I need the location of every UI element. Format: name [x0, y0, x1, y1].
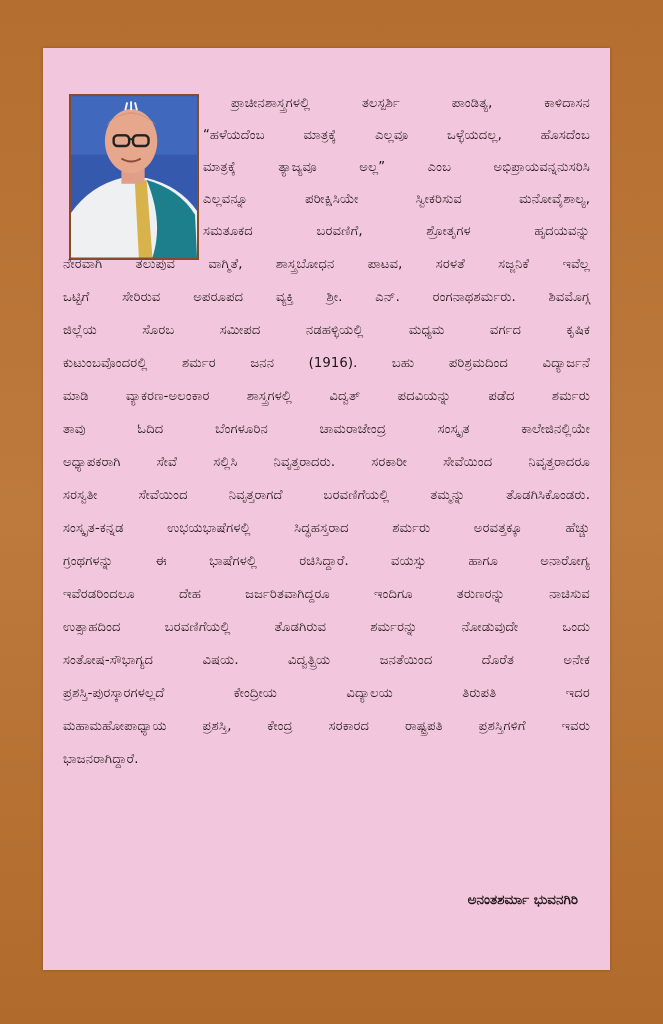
back-cover-panel [43, 48, 610, 970]
paragraph-line: ಉತ್ಸಾಹದಿಂದ ಬರವಣಿಗೆಯಲ್ಲಿ ತೊಡಗಿರುವ ಶರ್ಮರನ್ನು ನೋಡುವುದೇ ಒಂದು [63, 620, 590, 635]
paragraph-line: ಗ್ರಂಥಗಳನ್ನು ಈ ಭಾಷೆಗಳಲ್ಲಿ ರಚಿಸಿದ್ದಾರೆ. ವಯಸ್ಸು ಹಾಗೂ ಅನಾರೋಗ್ಯ [63, 554, 590, 569]
paragraph-line: ನೇರವಾಗಿ ತಲುಪುವ ವಾಗ್ಮಿತೆ, ಶಾಸ್ತ್ರಬೋಧನ ಪಾಟವ, ಸರಳತೆ ಸಜ್ಜನಿಕೆ ಇವೆಲ್ಲ [63, 257, 590, 272]
paragraph-line: ಮಹಾಮಹೋಪಾಧ್ಯಾಯ ಪ್ರಶಸ್ತಿ, ಕೇಂದ್ರ ಸರಕಾರದ ರಾಷ್ಟ್ರಪತಿ ಪ್ರಶಸ್ತಿಗಳಿಗೆ ಇವರು [63, 719, 590, 734]
author-portrait-photo [69, 94, 199, 260]
paragraph-line: ಸಂಸ್ಕೃತ-ಕನ್ನಡ ಉಭಯಭಾಷೆಗಳಲ್ಲಿ ಸಿದ್ಧಹಸ್ತರಾದ ಶರ್ಮರು ಅರವತ್ತಕ್ಕೂ ಹೆಚ್ಚು [63, 521, 590, 536]
paragraph-line: ಸಂತೋಷ-ಸೌಭಾಗ್ಯದ ವಿಷಯ. ವಿದ್ವತ್ಪ್ರಿಯ ಜನತೆಯಿಂದ ದೊರೆತ ಅನೇಕ [63, 653, 590, 668]
paragraph-line: ಮಾಡಿ ವ್ಯಾಕರಣ-ಅಲಂಕಾರ ಶಾಸ್ತ್ರಗಳಲ್ಲಿ ವಿದ್ವತ್ ಪದವಿಯನ್ನು ಪಡೆದ ಶರ್ಮರು [63, 389, 590, 404]
paragraph-line: ತಾವು ಓದಿದ ಬೆಂಗಳೂರಿನ ಚಾಮರಾಜೇಂದ್ರ ಸಂಸ್ಕೃತ ಕಾಲೇಜಿನಲ್ಲಿಯೇ [63, 422, 590, 437]
paragraph-line: ಇವೆರಡರಿಂದಲೂ ದೇಹ ಜರ್ಜರಿತವಾಗಿದ್ದರೂ ಇಂದಿಗೂ ತರುಣರನ್ನು ನಾಚಿಸುವ [63, 587, 590, 602]
paragraph-line: ಕುಟುಂಬವೊಂದರಲ್ಲಿ ಶರ್ಮರ ಜನನ (1916). ಬಹು ಪರಿಶ್ರಮದಿಂದ ವಿದ್ಯಾರ್ಜನೆ [63, 356, 590, 371]
portrait-photo-icon [71, 96, 197, 258]
paragraph-line: “ಹಳೆಯದೆಂಬ ಮಾತ್ರಕ್ಕೆ ಎಲ್ಲವೂ ಒಳ್ಳೆಯದಲ್ಲ, ಹೊಸದೆಂಬ [203, 128, 590, 143]
paragraph-line: ಎಲ್ಲವನ್ನೂ ಪರೀಕ್ಷಿಸಿಯೇ ಸ್ವೀಕರಿಸುವ ಮನೋವೈಶಾಲ್ಯ, [203, 192, 590, 207]
paragraph-line: ಜಿಲ್ಲೆಯ ಸೊರಬ ಸಮೀಪದ ನಡಹಳ್ಳಿಯಲ್ಲಿ ಮಧ್ಯಮ ವರ್ಗದ ಕೃಷಿಕ [63, 323, 590, 338]
paragraph-line: ಭಾಜನರಾಗಿದ್ದಾರೆ. [63, 752, 139, 767]
paragraph-line: ಸರಸ್ವತೀ ಸೇವೆಯಿಂದ ನಿವೃತ್ತರಾಗದೆ ಬರವಣಿಗೆಯಲ್ಲಿ ತಮ್ಮನ್ನು ತೊಡಗಿಸಿಕೊಂಡರು. [63, 488, 590, 503]
paragraph-line: ಅಧ್ಯಾಪಕರಾಗಿ ಸೇವೆ ಸಲ್ಲಿಸಿ ನಿವೃತ್ತರಾದರು. ಸರಕಾರೀ ಸೇವೆಯಿಂದ ನಿವೃತ್ತರಾದರೂ [63, 455, 590, 470]
paragraph-line: ಸಮತೂಕದ ಬರವಣಿಗೆ, ಶ್ರೋತೃಗಳ ಹೃದಯವನ್ನು [203, 224, 590, 239]
author-signature: ಅನಂತಶರ್ಮಾ ಭುವನಗಿರಿ [467, 892, 578, 908]
paragraph-line: ಪ್ರಾಚೀನಶಾಸ್ತ್ರಗಳಲ್ಲಿ ತಲಸ್ಪರ್ಶಿ ಪಾಂಡಿತ್ಯ, ಕಾಳಿದಾಸನ [231, 96, 590, 111]
paragraph-line: ಪ್ರಶಸ್ತಿ-ಪುರಸ್ಕಾರಗಳಲ್ಲದೆ ಕೇಂದ್ರೀಯ ವಿದ್ಯಾಲಯ ತಿರುಪತಿ ಇದರ [63, 686, 590, 701]
paragraph-line: ಮಾತ್ರಕ್ಕೆ ತ್ಯಾಜ್ಯವೂ ಅಲ್ಲ” ಎಂಬ ಅಭಿಪ್ರಾಯವನ್ನನುಸರಿಸಿ [203, 160, 590, 175]
paragraph-line: ಒಟ್ಟಿಗೆ ಸೇರಿರುವ ಅಪರೂಪದ ವ್ಯಕ್ತಿ ಶ್ರೀ. ಎನ್. ರಂಗನಾಥಶರ್ಮರು. ಶಿವಮೊಗ್ಗ [63, 290, 590, 305]
